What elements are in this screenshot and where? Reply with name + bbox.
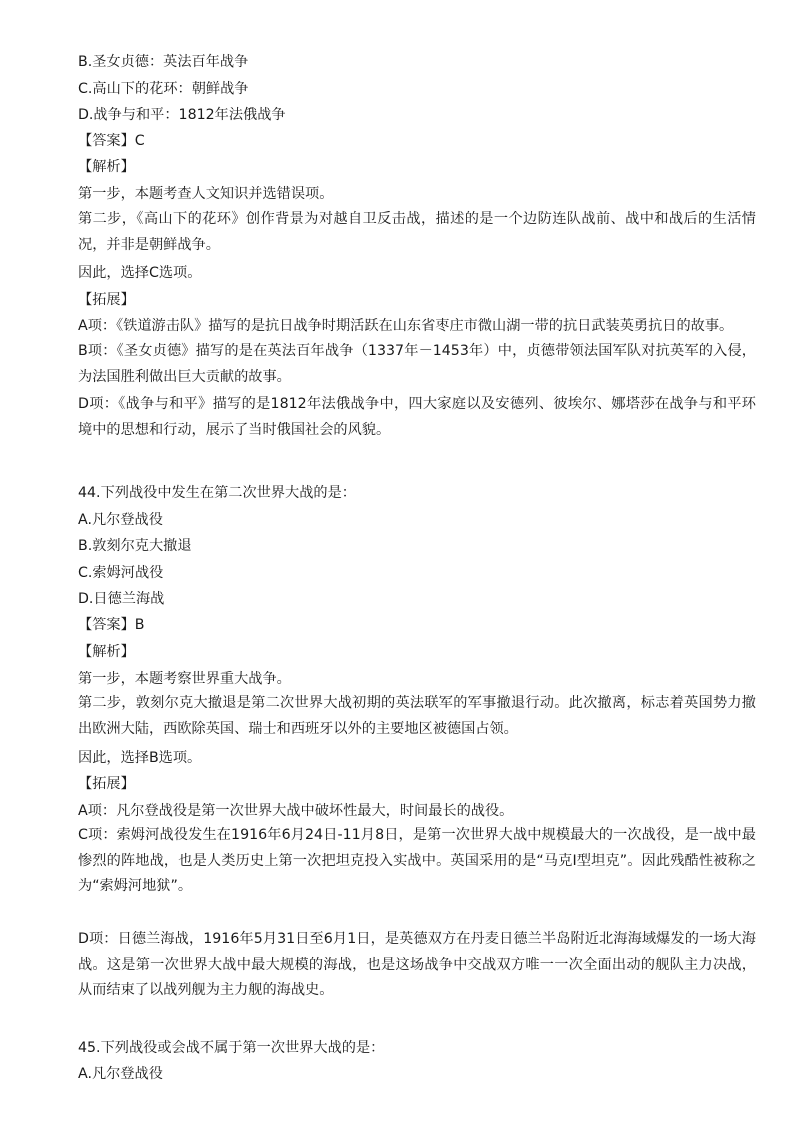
q45-question: 45.下列战役或会战不属于第一次世界大战的是： (78, 1040, 385, 1056)
q43-ext-d: D项：《战争与和平》描写的是1812年法俄战争中，四大家庭以及安德列、彼埃尔、娜塔莎在战争与和平环境中的思想和行动，展示了当时俄国社会的风貌。 (78, 396, 756, 438)
q43-option-d: D.战争与和平：1812年法俄战争 (78, 107, 286, 123)
q44-question: 44.下列战役中发生在第二次世界大战的是： (78, 485, 356, 501)
q44-option-b: B.敦刻尔克大撤退 (78, 538, 192, 554)
q43-step2: 第二步，《高山下的花环》创作背景为对越自卫反击战，描述的是一个边防连队战前、战中和战后的生活情况，并非是朝鲜战争。 (78, 211, 756, 253)
q43-conclusion: 因此，选择C选项。 (78, 265, 202, 281)
q44-ext-d: D项：日德兰海战，1916年5月31日至6月1日，是英德双方在丹麦日德兰半岛附近北海海域爆发的一场大海战。这是第一次世界大战中最大规模的海战，也是这场战争中交战双方唯一一次全面出动的舰队主力决战，从而结束了以战列舰为主力舰的海战史。 (78, 931, 756, 998)
q43-ext-b: B项：《圣女贞德》描写的是在英法百年战争（1337年－1453年）中，贞德带领法国军队对抗英军的入侵，为法国胜利做出巨大贡献的故事。 (78, 343, 756, 385)
q44-ext-c: C项：索姆河战役发生在1916年6月24日-11月8日，是第一次世界大战中规模最大的一次战役，是一战中最惨烈的阵地战，也是人类历史上第一次把坦克投入实战中。英国采用的是“马克Ⅰ型坦克”。因此残酷性被称之为“索姆河地狱”。 (78, 827, 756, 894)
q44-extension-header: 【拓展】 (78, 776, 135, 792)
q43-ext-a: A项：《铁道游击队》描写的是抗日战争时期活跃在山东省枣庄市微山湖一带的抗日武装英勇抗日的故事。 (78, 318, 734, 334)
q44-analysis-header: 【解析】 (78, 644, 135, 660)
q44-step2: 第二步，敦刻尔克大撤退是第二次世界大战初期的英法联军的军事撤退行动。此次撤离，标志着英国势力撤出欧洲大陆，西欧除英国、瑞士和西班牙以外的主要地区被德国占领。 (78, 695, 756, 737)
q43-answer: 【答案】C (78, 133, 145, 149)
q43-analysis-header: 【解析】 (78, 159, 135, 175)
q44-conclusion: 因此，选择B选项。 (78, 750, 202, 766)
q43-extension-header: 【拓展】 (78, 292, 135, 308)
q44-step1: 第一步，本题考察世界重大战争。 (78, 671, 291, 687)
q44-option-a: A.凡尔登战役 (78, 512, 163, 528)
q44-option-d: D.日德兰海战 (78, 591, 165, 607)
q43-option-c: C.高山下的花环：朝鲜战争 (78, 81, 249, 97)
q43-option-b: B.圣女贞德：英法百年战争 (78, 54, 249, 70)
q43-step1: 第一步，本题考查人文知识并选错误项。 (78, 186, 334, 202)
q44-ext-a: A项：凡尔登战役是第一次世界大战中破坏性最大，时间最长的战役。 (78, 803, 514, 819)
q45-option-a: A.凡尔登战役 (78, 1066, 163, 1082)
q44-answer: 【答案】B (78, 617, 145, 633)
q44-option-c: C.索姆河战役 (78, 565, 164, 581)
